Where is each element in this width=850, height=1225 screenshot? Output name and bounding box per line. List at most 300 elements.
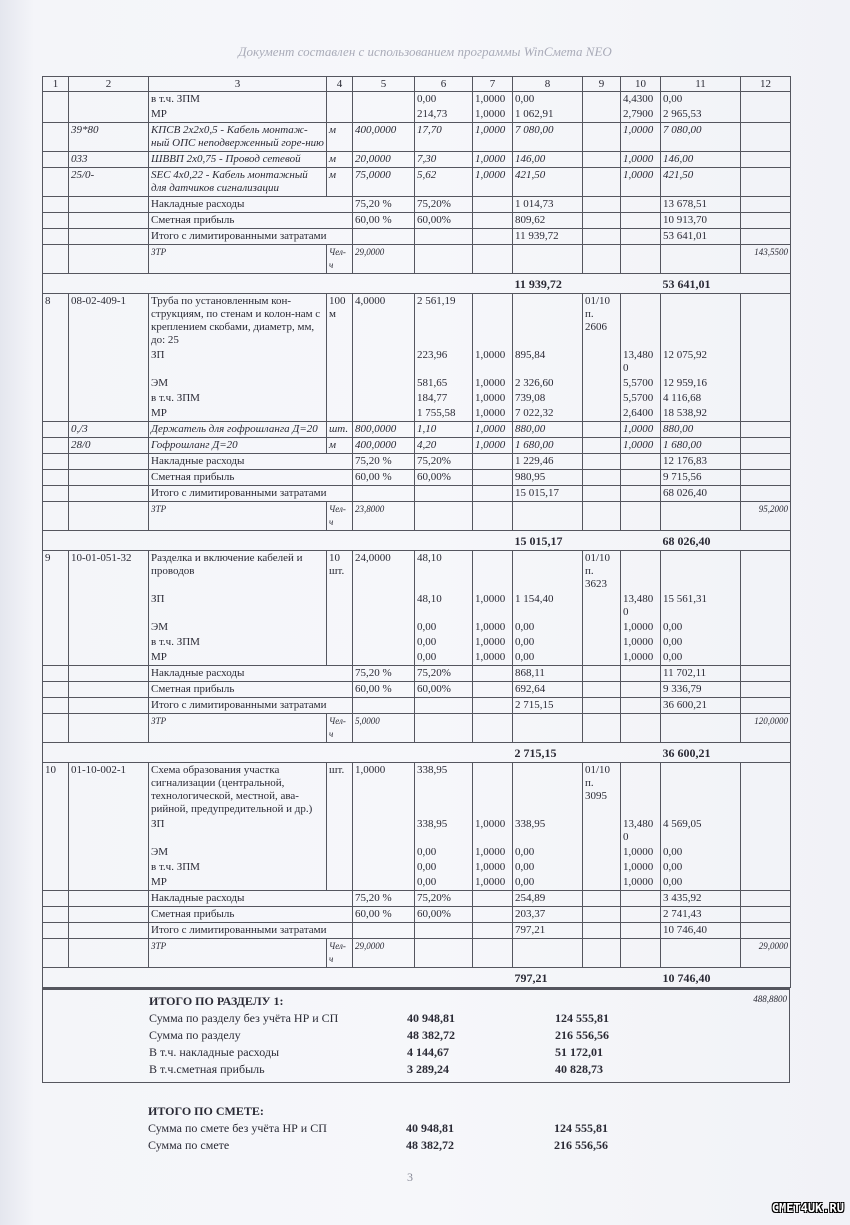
table-cell: 18 538,92 [661, 406, 741, 422]
table-cell: 980,95 [513, 470, 583, 486]
table-cell: 214,73 [415, 107, 473, 123]
table-cell: 01/10 п. 3623 [583, 551, 621, 593]
table-cell: ШВВП 2x0,75 - Провод сетевой [149, 152, 327, 168]
subtotal-spacer [741, 743, 791, 763]
table-cell: 1,0000 [473, 92, 513, 108]
table-cell [69, 348, 149, 376]
table-cell: 0,00 [661, 650, 741, 666]
table-cell [583, 438, 621, 454]
table-cell [43, 592, 69, 620]
total-label: Сумма по смете без учёта НР и СП [148, 1121, 327, 1135]
table-cell: 60,00 % [353, 213, 415, 229]
table-cell [69, 682, 149, 698]
table-cell [741, 438, 791, 454]
table-cell: м [327, 152, 353, 168]
table-cell: 60,00% [415, 470, 473, 486]
column-header: 7 [473, 77, 513, 92]
table-cell [43, 620, 69, 635]
table-cell [583, 502, 621, 531]
table-row [43, 763, 791, 818]
table-cell [43, 438, 69, 454]
table-cell [621, 907, 661, 923]
table-cell: Накладные расходы [149, 454, 353, 470]
table-row [43, 551, 791, 593]
table-row [43, 714, 791, 743]
table-cell [415, 502, 473, 531]
section-total-row [43, 1027, 789, 1044]
table-cell [415, 229, 473, 245]
table-cell [741, 907, 791, 923]
table-cell: 338,95 [415, 817, 473, 845]
table-cell [43, 923, 69, 939]
table-cell [583, 698, 621, 714]
table-cell [327, 650, 353, 666]
table-cell: 75,20% [415, 666, 473, 682]
table-cell: 2 965,53 [661, 107, 741, 123]
table-cell [583, 168, 621, 197]
subtotal-spacer [741, 274, 791, 294]
table-cell [661, 551, 741, 593]
table-cell [43, 666, 69, 682]
table-cell: 11 939,72 [513, 229, 583, 245]
table-cell [69, 592, 149, 620]
table-cell: 9 715,56 [661, 470, 741, 486]
table-cell: Разделка и включение кабелей и проводов [149, 551, 327, 593]
table-cell [43, 245, 69, 274]
table-cell: 10 913,70 [661, 213, 741, 229]
table-cell: 01/10 п. 3095 [583, 763, 621, 818]
table-cell [741, 294, 791, 349]
section-totals-title: ИТОГО ПО РАЗДЕЛУ 1: [149, 994, 284, 1008]
column-header: 1 [43, 77, 69, 92]
table-cell [69, 454, 149, 470]
table-row [43, 294, 791, 349]
total-label: В т.ч.сметная прибыль [149, 1062, 265, 1076]
table-cell [583, 245, 621, 274]
table-cell [415, 923, 473, 939]
estimate-table [42, 76, 791, 988]
subtotal-current-price: 53 641,01 [661, 274, 741, 294]
table-cell: 0,00 [415, 845, 473, 860]
table-cell [69, 406, 149, 422]
table-cell [741, 682, 791, 698]
table-cell [741, 551, 791, 593]
table-cell: 2,6400 [621, 406, 661, 422]
total-base-value: 40 948,81 [407, 1011, 455, 1025]
table-cell [741, 698, 791, 714]
table-cell [741, 666, 791, 682]
table-cell [43, 845, 69, 860]
table-row [43, 348, 791, 376]
section-total-row [43, 1010, 789, 1027]
table-cell [741, 592, 791, 620]
table-cell: шт. [327, 422, 353, 438]
table-cell [43, 123, 69, 152]
table-row [43, 666, 791, 682]
table-cell: 1 680,00 [661, 438, 741, 454]
table-cell [353, 229, 415, 245]
table-cell [415, 698, 473, 714]
table-cell: ЗТР [149, 714, 327, 743]
table-row [43, 650, 791, 666]
table-cell [69, 860, 149, 875]
table-cell [473, 502, 513, 531]
table-cell [353, 860, 415, 875]
table-cell [327, 620, 353, 635]
table-cell: 2 561,19 [415, 294, 473, 349]
subtotal-row [43, 743, 791, 763]
table-cell: 421,50 [661, 168, 741, 197]
estimate-total-row [42, 1120, 790, 1137]
table-cell: 08-02-409-1 [69, 294, 149, 349]
table-cell [43, 650, 69, 666]
total-label: В т.ч. накладные расходы [149, 1045, 280, 1059]
table-cell [43, 682, 69, 698]
table-cell: 0,00 [415, 635, 473, 650]
table-cell: 7,30 [415, 152, 473, 168]
table-cell: 1,0000 [473, 391, 513, 406]
table-cell: 1,0000 [473, 123, 513, 152]
table-cell [43, 470, 69, 486]
table-cell [583, 152, 621, 168]
table-cell [69, 391, 149, 406]
table-cell: 880,00 [661, 422, 741, 438]
page-number: 3 [407, 1170, 413, 1184]
table-cell [473, 682, 513, 698]
table-cell: 0,00 [661, 860, 741, 875]
table-cell: ЗТР [149, 502, 327, 531]
table-cell [583, 845, 621, 860]
table-cell: 1,0000 [473, 438, 513, 454]
table-cell [741, 213, 791, 229]
total-base-value: 48 382,72 [407, 1028, 455, 1042]
table-cell: 1,0000 [473, 860, 513, 875]
table-cell [43, 454, 69, 470]
table-cell: 0,00 [513, 635, 583, 650]
section-totals [42, 988, 790, 1083]
table-cell [583, 923, 621, 939]
total-label: Сумма по разделу без учёта НР и СП [149, 1011, 339, 1025]
table-cell: Держатель для гофрошланга Д=20 [149, 422, 327, 438]
table-cell: 60,00% [415, 907, 473, 923]
table-cell: 1,0000 [621, 152, 661, 168]
table-cell: 68 026,40 [661, 486, 741, 502]
table-cell: 5,0000 [353, 714, 415, 743]
table-cell: 1,0000 [621, 635, 661, 650]
table-cell: 12 959,16 [661, 376, 741, 391]
table-cell: 203,37 [513, 907, 583, 923]
table-row [43, 860, 791, 875]
table-cell: 39*80 [69, 123, 149, 152]
table-cell: 254,89 [513, 891, 583, 907]
table-row [43, 438, 791, 454]
table-cell: 1,0000 [621, 875, 661, 891]
table-cell [621, 197, 661, 213]
table-row [43, 470, 791, 486]
table-cell: 7 022,32 [513, 406, 583, 422]
table-cell: ЭМ [149, 376, 327, 391]
table-cell: МР [149, 107, 327, 123]
table-cell: Сметная прибыль [149, 907, 353, 923]
table-cell: 120,0000 [741, 714, 791, 743]
column-header: 11 [661, 77, 741, 92]
table-cell: 1,0000 [473, 152, 513, 168]
table-cell [583, 486, 621, 502]
table-cell: 0,00 [513, 92, 583, 108]
table-cell [327, 875, 353, 891]
table-cell: 400,0000 [353, 123, 415, 152]
table-cell: 75,20 % [353, 666, 415, 682]
table-cell [583, 197, 621, 213]
table-cell [473, 923, 513, 939]
table-row [43, 107, 791, 123]
table-cell [621, 939, 661, 968]
table-cell [621, 698, 661, 714]
table-cell [741, 470, 791, 486]
table-cell: 23,8000 [353, 502, 415, 531]
table-cell: 146,00 [661, 152, 741, 168]
table-cell [69, 502, 149, 531]
table-cell [661, 763, 741, 818]
table-cell: Чел-ч [327, 502, 353, 531]
table-cell [473, 939, 513, 968]
table-cell [69, 620, 149, 635]
table-row [43, 92, 791, 108]
table-cell: 1,0000 [473, 875, 513, 891]
table-cell: 60,00 % [353, 470, 415, 486]
table-row [43, 406, 791, 422]
table-cell: 1,0000 [621, 860, 661, 875]
table-cell: 0,00 [513, 860, 583, 875]
subtotal-spacer [43, 743, 513, 763]
table-cell: 1 229,46 [513, 454, 583, 470]
table-cell: 13,4800 [621, 592, 661, 620]
table-cell [69, 939, 149, 968]
table-cell: 0,00 [513, 875, 583, 891]
table-cell [43, 152, 69, 168]
table-cell [583, 635, 621, 650]
table-cell: ЗП [149, 817, 327, 845]
table-cell: 797,21 [513, 923, 583, 939]
table-cell [415, 245, 473, 274]
table-cell: 95,2000 [741, 502, 791, 531]
table-cell [741, 168, 791, 197]
table-cell [583, 92, 621, 108]
estimate-total-row [42, 1137, 790, 1154]
table-cell [69, 245, 149, 274]
table-cell [353, 406, 415, 422]
table-cell: Чел-ч [327, 245, 353, 274]
table-cell: 880,00 [513, 422, 583, 438]
table-cell [661, 502, 741, 531]
table-cell [741, 92, 791, 108]
table-cell [621, 470, 661, 486]
table-cell [741, 107, 791, 123]
table-cell: 2 715,15 [513, 698, 583, 714]
table-cell [69, 376, 149, 391]
table-row [43, 376, 791, 391]
column-header: 12 [741, 77, 791, 92]
table-cell: Итого с лимитированными затратами [149, 486, 353, 502]
table-cell [43, 197, 69, 213]
table-cell [473, 907, 513, 923]
table-cell: 75,20 % [353, 197, 415, 213]
table-cell: Накладные расходы [149, 197, 353, 213]
table-cell: 1 154,40 [513, 592, 583, 620]
table-cell: 60,00% [415, 213, 473, 229]
table-cell [741, 650, 791, 666]
subtotal-current-price: 68 026,40 [661, 531, 741, 551]
table-cell [583, 714, 621, 743]
table-cell [741, 391, 791, 406]
table-cell [473, 763, 513, 818]
table-cell [353, 923, 415, 939]
table-cell [583, 650, 621, 666]
column-header: 2 [69, 77, 149, 92]
subtotal-spacer [43, 274, 513, 294]
table-cell: 75,20% [415, 891, 473, 907]
column-header: 8 [513, 77, 583, 92]
table-cell [741, 454, 791, 470]
column-header: 3 [149, 77, 327, 92]
table-cell: 10-01-051-32 [69, 551, 149, 593]
table-cell: 8 [43, 294, 69, 349]
table-cell [353, 620, 415, 635]
table-cell [741, 763, 791, 818]
table-cell [513, 245, 583, 274]
table-cell [741, 875, 791, 891]
table-row [43, 123, 791, 152]
table-row [43, 875, 791, 891]
table-cell: 581,65 [415, 376, 473, 391]
table-cell: 223,96 [415, 348, 473, 376]
table-cell [69, 635, 149, 650]
table-cell [583, 817, 621, 845]
table-cell: 75,0000 [353, 168, 415, 197]
table-cell: 0,00 [513, 650, 583, 666]
table-cell: 1 680,00 [513, 438, 583, 454]
table-cell: МР [149, 406, 327, 422]
table-cell [621, 486, 661, 502]
table-cell: 13,4800 [621, 348, 661, 376]
total-current-value: 124 555,81 [554, 1121, 608, 1135]
table-cell [353, 592, 415, 620]
table-cell: 143,5500 [741, 245, 791, 274]
table-cell [69, 666, 149, 682]
table-cell [583, 860, 621, 875]
table-cell [353, 391, 415, 406]
table-cell [513, 939, 583, 968]
table-cell: 13,4800 [621, 817, 661, 845]
total-current-value: 40 828,73 [555, 1062, 603, 1076]
table-cell: в т.ч. ЗПМ [149, 635, 327, 650]
table-cell [621, 666, 661, 682]
total-base-value: 3 289,24 [407, 1062, 449, 1076]
table-cell [327, 107, 353, 123]
table-cell: м [327, 123, 353, 152]
table-cell [69, 698, 149, 714]
table-cell [69, 817, 149, 845]
table-row [43, 168, 791, 197]
table-cell [69, 470, 149, 486]
table-cell [741, 635, 791, 650]
table-cell [473, 714, 513, 743]
table-cell: 1,0000 [353, 763, 415, 818]
table-cell: 4,4300 [621, 92, 661, 108]
table-cell: 338,95 [513, 817, 583, 845]
table-cell [621, 763, 661, 818]
table-cell: 184,77 [415, 391, 473, 406]
table-cell [583, 123, 621, 152]
column-header: 10 [621, 77, 661, 92]
table-cell: 5,5700 [621, 391, 661, 406]
table-cell: 4,20 [415, 438, 473, 454]
table-cell [43, 406, 69, 422]
table-cell [43, 817, 69, 845]
table-cell [43, 348, 69, 376]
table-cell: в т.ч. ЗПМ [149, 92, 327, 108]
table-cell: МР [149, 875, 327, 891]
table-cell: 1,0000 [473, 650, 513, 666]
table-row [43, 635, 791, 650]
table-cell [583, 907, 621, 923]
table-cell [69, 229, 149, 245]
table-cell [327, 348, 353, 376]
table-cell [415, 714, 473, 743]
table-cell [327, 860, 353, 875]
table-cell [583, 592, 621, 620]
table-cell: 36 600,21 [661, 698, 741, 714]
table-cell [43, 213, 69, 229]
table-cell [43, 391, 69, 406]
table-cell [43, 698, 69, 714]
table-cell: 800,0000 [353, 422, 415, 438]
table-cell: Труба по установленным кон-струкциям, по стенам и колон-нам с креплением скобами, диаметр, мм, до: 25 [149, 294, 327, 349]
table-cell [741, 422, 791, 438]
table-cell [621, 213, 661, 229]
table-cell [327, 817, 353, 845]
table-cell [353, 107, 415, 123]
table-cell [473, 486, 513, 502]
table-cell [513, 714, 583, 743]
table-cell: Итого с лимитированными затратами [149, 923, 353, 939]
table-cell [583, 682, 621, 698]
total-label: Сумма по смете [148, 1138, 230, 1152]
table-cell [43, 891, 69, 907]
total-base-value: 4 144,67 [407, 1045, 449, 1059]
table-cell: 5,62 [415, 168, 473, 197]
table-cell: 0,00 [661, 635, 741, 650]
table-cell [43, 502, 69, 531]
table-cell: 7 080,00 [661, 123, 741, 152]
table-cell: 2 326,60 [513, 376, 583, 391]
table-cell: 100 м [327, 294, 353, 349]
table-cell [583, 376, 621, 391]
table-cell: 1,0000 [473, 406, 513, 422]
table-cell: Итого с лимитированными затратами [149, 698, 353, 714]
estimate-totals-title: ИТОГО ПО СМЕТЕ: [148, 1104, 264, 1118]
table-cell [583, 620, 621, 635]
table-cell [741, 817, 791, 845]
table-cell: 75,20% [415, 454, 473, 470]
table-cell: 0,00 [513, 845, 583, 860]
column-header: 9 [583, 77, 621, 92]
table-row [43, 197, 791, 213]
table-cell [473, 891, 513, 907]
table-cell [69, 213, 149, 229]
table-cell: 1,0000 [621, 650, 661, 666]
table-row [43, 486, 791, 502]
